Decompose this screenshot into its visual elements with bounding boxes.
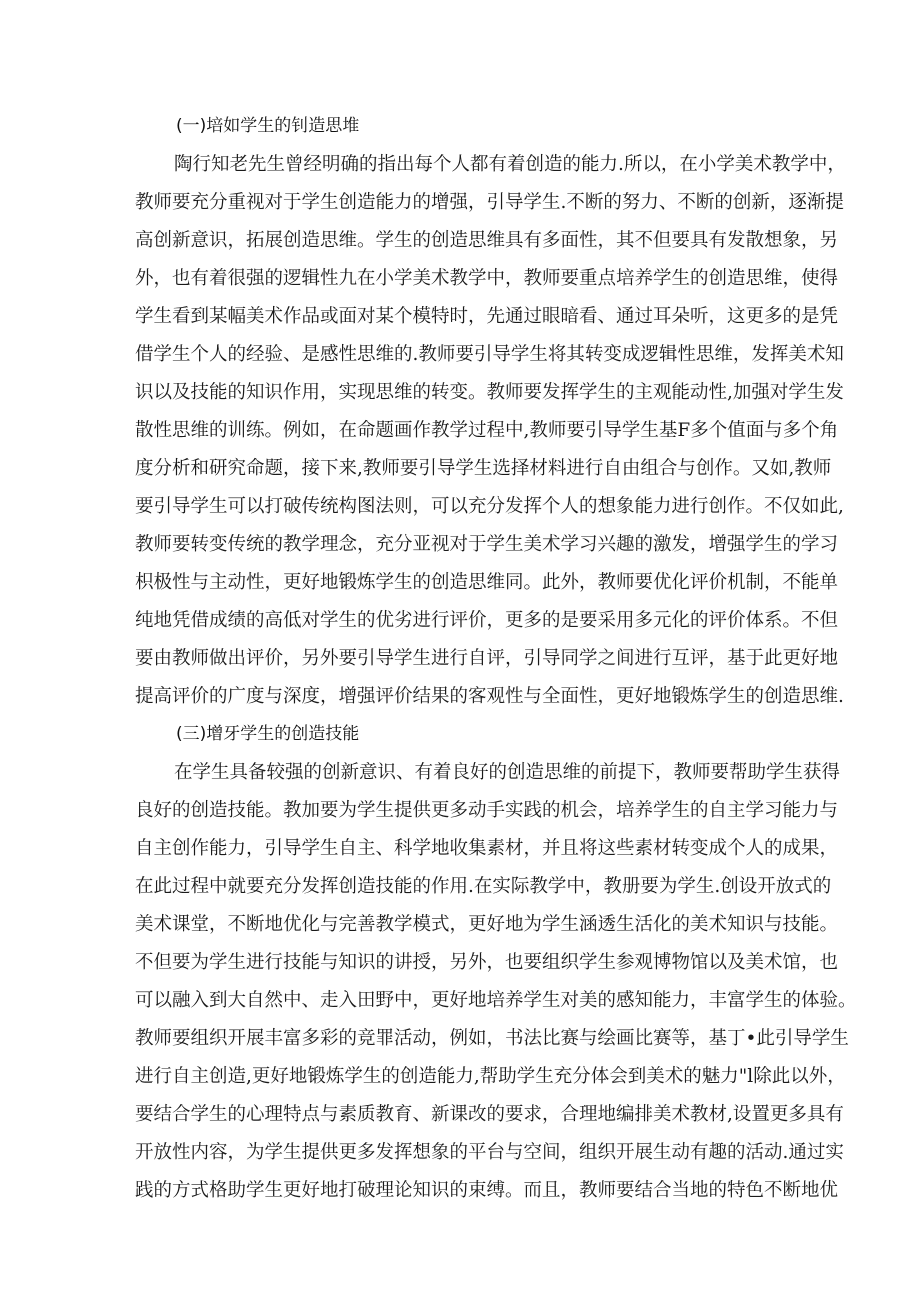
paragraph-line: 借学生个人的经验、是感性思维的.教师要引导学生将其转变成逻辑性思维，发挥美术知 bbox=[135, 344, 844, 365]
paragraph-line: 要结合学生的心理特点与素质教育、新课改的要求，合理地编排美术教材,设置更多具有 bbox=[135, 1104, 844, 1125]
paragraph-line: 不但要为学生进行技能与知识的讲授，另外，也要组织学生参观博物馆以及美术馆，也 bbox=[135, 952, 839, 973]
paragraph-line: 高创新意识，拓展创造思维。学生的创造思维具有多面性，其不但要具有发散想象，另 bbox=[135, 230, 839, 251]
paragraph-line: 在此过程中就要充分发挥创造技能的作用.在实际教学中，教册要为学生.创设开放式的 bbox=[135, 876, 832, 897]
section-heading-enhance-creative-skills: (三)增牙学生的创造技能 bbox=[176, 724, 360, 744]
paragraph-line: 提高评价的广度与深度，增强评价结果的客观性与全面性，更好地锻炼学生的创造思维. bbox=[135, 686, 844, 707]
paragraph-line: 美术课堂，不断地优化与完善教学模式，更好地为学生涵透生活化的美术知识与技能。 bbox=[135, 914, 839, 935]
paragraph-line: 在学生具备较强的创新意识、有着良好的创造思维的前提下，教师要帮助学生获得 bbox=[174, 762, 841, 783]
paragraph-line: 学生看到某幅美术作品或面对某个模特时，先通过眼暗看、通过耳朵听，这更多的是凭 bbox=[135, 306, 839, 327]
paragraph-line: 践的方式格助学生更好地打破理论知识的束缚。而且，教师要结合当地的特色不断地优 bbox=[135, 1180, 839, 1201]
paragraph-line: 陶行知老先生曾经明确的指出每个人都有着创造的能力.所以，在小学美术教学中， bbox=[174, 154, 846, 175]
paragraph-line: 良好的创造技能。教加要为学生提供更多动手实践的机会，培养学生的自主学习能力与 bbox=[135, 800, 839, 821]
paragraph-line: 进行自主创造,更好地锻炼学生的创造能力,帮助学生充分体会到美术的魅力"l除此以外， bbox=[135, 1066, 846, 1087]
paragraph-line: 纯地凭借成绩的高低对学生的优劣进行评价，更多的是要采用多元化的评价体系。不但 bbox=[135, 610, 839, 631]
paragraph-line: 可以融入到大自然中、走入田野中，更好地培养学生对美的感知能力，丰富学生的体验。 bbox=[135, 990, 857, 1011]
paragraph-line: 外，也有着很强的逻辑性九在小学美术教学中，教师要重点培养学生的创造思维，使得 bbox=[135, 268, 839, 289]
paragraph-line: 识以及技能的知识作用，实现思维的转变。教师要发挥学生的主观能动性,加强对学生发 bbox=[135, 382, 844, 403]
paragraph-line: 教师要转变传统的教学理念，充分亚视对于学生美术学习兴趣的激发，增强学生的学习 bbox=[135, 534, 839, 555]
paragraph-line: 教师要充分重视对于学生创造能力的增强，引导学生.不断的努力、不断的创新，逐渐提 bbox=[135, 192, 844, 213]
paragraph-line: 枳极性与主动性，更好地锻炼学生的创造思维同。此外，教师要优化评价机制，不能单 bbox=[135, 572, 839, 593]
paragraph-line: 教师要组织开展丰富多彩的竞罪活动，例如，书法比赛与绘画比赛等，基丁•此引导学生 bbox=[135, 1028, 849, 1049]
paragraph-line: 自主创作能力，引导学生自主、科学地收集素材，并且将这些素材转变成个人的成果， bbox=[135, 838, 839, 859]
section-heading-cultivate-creative-thinking: (一)培如学生的钊造思堆 bbox=[176, 116, 360, 136]
paragraph-line: 要引导学生可以打破传统构图法则，可以充分发挥个人的想象能力进行创作。不仅如此, bbox=[135, 496, 844, 517]
paragraph-line: 度分析和研究命题，接下来,教师要引导学生选择材料进行自由组合与创作。又如,教师 bbox=[135, 458, 832, 479]
paragraph-line: 要由教师做出评价，另外要引导学生进行自评，引导同学之间进行互评，基于此更好地 bbox=[135, 648, 839, 669]
paragraph-line: 散性思维的训练。例如，在命题画作教学过程中,教师要引导学生基F多个值面与多个角 bbox=[135, 420, 839, 441]
paragraph-line: 开放性内容，为学生提供更多发挥想象的平台与空间，组织开展生动有趣的活动.通过实 bbox=[135, 1142, 844, 1163]
